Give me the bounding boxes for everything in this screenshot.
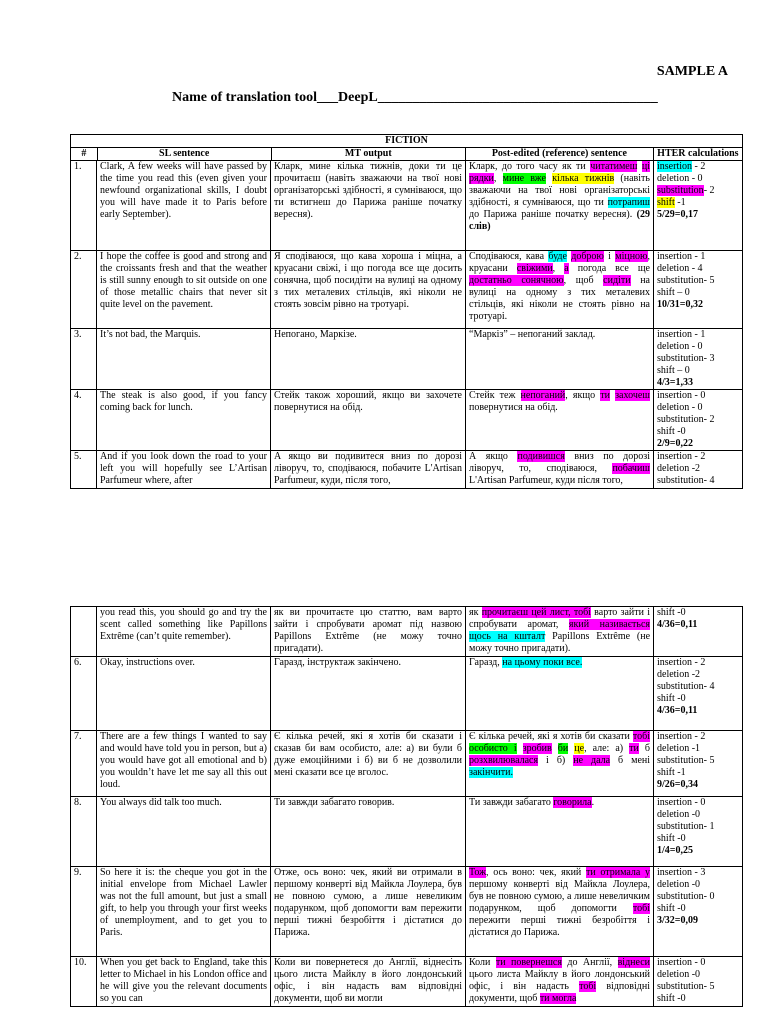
hter-calculation [654,329,743,390]
col-header-hter: HTER calculations [657,148,739,159]
text-segment: , круасани [469,251,651,274]
table-row [71,329,743,390]
text-segment: shift -0 [657,833,686,844]
text-segment: (29 слів) [469,209,650,232]
text-segment: 2/9=0,22 [657,438,693,449]
text-segment: розхвилювалася [469,755,539,766]
hter-line [657,402,739,414]
text-segment: , щоб [563,275,604,286]
text-segment: shift [657,197,675,208]
text-segment: тобі [632,903,650,914]
text-segment: вниз по дорозі ліворуч, то, сподіваюся, [469,451,650,474]
text-segment: deletion - 4 [657,263,703,274]
sl-sentence: When you get back to England, take this letter to Michael in his London office and he will give you the relevant documents so you can [97,957,271,1007]
sl-sentence: Okay, instructions over. [97,657,271,731]
text-segment: insertion - 2 [657,451,706,462]
hter-line [657,377,739,389]
table-row [71,607,743,657]
row-number-continued [71,607,97,657]
post-edited-sentence [466,161,654,251]
row-number: 3. [71,329,97,390]
text-segment: (навіть зважаючи на твої нові організаторські здібності, я сумніваюся, що ти [469,173,650,208]
text-segment: substitution- 4 [657,475,715,486]
text-segment: substitution- 5 [657,981,715,992]
text-segment: непоганий [520,390,566,401]
text-segment: цього листа Майклу в його лондонський офіс, і він надасть [469,969,650,992]
text-segment: відповідні документи, щоб [469,981,650,1004]
col-header-num: # [71,148,98,160]
row-number: 4. [71,390,97,451]
text-segment: сидіти [603,275,631,286]
hter-line [657,821,739,833]
text-segment: зробив [522,743,552,754]
sl-sentence: There are a few things I wanted to say and would have told you in person, but a) you would have got all emotional and b) you wouldn’t have let me say all this out loud. [97,731,271,797]
text-segment: shift – 0 [657,365,690,376]
col-header-pe: Post-edited (reference) sentence [466,148,654,160]
hter-line [657,619,739,631]
table-row [71,867,743,957]
text-segment: deletion -0 [657,879,701,890]
text-segment: і [603,251,616,262]
text-segment: ці рядки [469,161,651,184]
text-segment: Кларк, до того часу як ти [469,161,591,172]
table-row [71,957,743,1007]
table-row [71,251,743,329]
text-segment: А якщо [469,451,518,462]
text-segment: доброю [571,251,604,262]
text-segment: deletion -0 [657,969,701,980]
hter-line [657,833,739,845]
hter-line [657,969,739,981]
text-segment: insertion - 0 [657,797,706,808]
post-edited-sentence [466,797,654,867]
hter-line [657,197,739,209]
text-segment: deletion -1 [657,743,701,754]
text-segment: міцною [615,251,648,262]
text-segment: insertion - 2 [657,657,706,668]
hter-calculation [654,607,743,657]
text-segment: кілька тижнів [552,173,615,184]
mt-output: А якщо ви подивитеся вниз по дорозі ліворуч, то, сподіваюся, побачите L'Artisan Parfumeur, куди, після того, [271,451,466,489]
text-segment: 3/32=0,09 [657,915,698,926]
hter-line [657,915,739,927]
translation-tool-line: Name of translation tool___DeepL________________________________________ [172,90,658,105]
text-segment: не дала [573,755,611,766]
hter-calculation [654,390,743,451]
hter-line [657,475,739,487]
hter-line [657,414,739,426]
text-segment: substitution- 3 [657,353,715,364]
text-segment: на цьому поки все. [502,657,583,668]
sl-sentence: Clark, A few weeks will have passed by the time you read this (even given your newfound organizational skills, I doubt you will have made it to Paris before early September). [97,161,271,251]
hter-calculation [654,957,743,1007]
hter-line [657,981,739,993]
table-row [71,797,743,867]
hter-line [657,438,739,450]
row-number: 5. [71,451,97,489]
text-segment: Ти завжди забагато [469,797,554,808]
mt-output: Отже, ось воно: чек, який ви отримали в першому конверті від Майкла Лоулера, був не повною сумою, а лише невеликим подарунком, щоб допомогти вам пережити перші тижні безробіття і дістатися до Парижа. [271,867,466,957]
text-segment: deletion - 0 [657,173,703,184]
table-caption: FICTION [71,135,742,148]
text-segment: “Маркіз” – непоганий заклад. [469,329,596,340]
text-segment: Гаразд, [469,657,503,668]
hter-line [657,209,739,221]
hter-line [657,993,739,1005]
text-segment: shift -0 [657,693,686,704]
col-header-sl: SL sentence [98,148,272,160]
text-segment: insertion - 0 [657,390,706,401]
mt-output: Я сподіваюся, що кава хороша і міцна, а круасани свіжі, і що погода все ще досить сонячна, щоб посидіти на вулиці на одному з тих металевих стільців, які ніколи не стоять зовсім рівно на тротуарі. [271,251,466,329]
text-segment: , ось воно: чек, який [486,867,586,878]
text-segment: substitution- 5 [657,275,715,286]
row-number: 2. [71,251,97,329]
text-segment: пережити перші тижні безробіття і дістатися до Парижа. [469,915,650,938]
text-segment: deletion - 0 [657,402,703,413]
text-segment: -1 [674,197,686,208]
hter-line [657,903,739,915]
hter-line [657,451,739,463]
text-segment: віднеси [617,957,650,968]
text-segment: , якщо [565,390,601,401]
text-segment [517,743,523,754]
text-segment: ти [629,743,639,754]
hter-line [657,329,739,341]
sl-sentence: It’s not bad, the Marquis. [97,329,271,390]
text-segment: shift -0 [657,993,686,1004]
hter-line [657,657,739,669]
row-number: 8. [71,797,97,867]
sl-sentence: You always did talk too much. [97,797,271,867]
text-segment: shift -0 [657,426,686,437]
hter-line [657,731,739,743]
post-edited-sentence [466,390,654,451]
row-number: 6. [71,657,97,731]
text-segment: Тож [469,867,487,878]
hter-line [657,353,739,365]
text-segment: insertion - 0 [657,957,706,968]
text-segment: це [574,743,585,754]
post-edited-sentence [466,607,654,657]
row-number: 1. [71,161,97,251]
hter-line [657,299,739,311]
hter-line [657,879,739,891]
text-segment: особисто і [469,743,517,754]
text-segment: говорила [553,797,592,808]
text-segment [552,743,558,754]
mt-output: Є кілька речей, які я хотів би сказати і сказав би вам особисто, але: а) ви були б дуже емоційними і б) ви б не дозволили мені сказати все це вголос. [271,731,466,797]
text-segment: insertion [657,161,692,172]
text-segment: , але: а) [584,743,630,754]
hter-line [657,287,739,299]
hter-line [657,755,739,767]
post-edited-sentence [466,731,654,797]
text-segment: закінчити. [469,767,513,778]
hter-calculation [654,657,743,731]
sl-sentence: The steak is also good, if you fancy coming back for lunch. [97,390,271,451]
text-segment: ти отримала у [585,867,650,878]
text-segment: shift -0 [657,607,686,618]
hter-table-part-1 [70,134,743,489]
hter-line [657,891,739,903]
hter-calculation [654,451,743,489]
table-row [71,390,743,451]
mt-output: Стейк також хороший, якщо ви захочете повернутися на обід. [271,390,466,451]
text-segment: substitution- 2 [657,414,715,425]
text-segment: shift – 0 [657,287,690,298]
hter-line [657,797,739,809]
text-segment: побачиш [612,463,650,474]
hter-line [657,463,739,475]
col-header-mt: MT output [272,148,467,160]
text-segment: щось на кшталт [469,631,546,642]
hter-line [657,607,739,619]
text-segment: 4/36=0,11 [657,705,698,716]
hter-line [657,845,739,857]
hter-calculation [654,797,743,867]
text-segment: Сподіваюся, кава [469,251,549,262]
text-segment: Є кілька речей, які я хотів би сказати [469,731,633,742]
text-segment: insertion - 3 [657,867,706,878]
hter-line [657,251,739,263]
text-segment: Коли [469,957,496,968]
text-segment: мине вже [502,173,546,184]
hter-line [657,275,739,287]
text-segment: до Англії, [561,957,618,968]
mt-output: Ти завжди забагато говорив. [271,797,466,867]
hter-line [657,957,739,969]
hter-line [657,161,739,173]
text-segment: substitution- 5 [657,755,715,766]
text-segment: Стейк теж [469,390,521,401]
table-row [71,657,743,731]
text-segment: substitution- 1 [657,821,715,832]
text-segment: і б) [538,755,574,766]
text-segment: - 2 [692,161,706,172]
hter-calculation [654,251,743,329]
text-segment: який називається [568,619,651,630]
row-number: 10. [71,957,97,1007]
text-segment: 5/29=0,17 [657,209,698,220]
text-segment: б мені [610,755,651,766]
text-segment: свіжими [516,263,553,274]
text-segment: подивишся [517,451,565,462]
text-segment: deletion -0 [657,809,701,820]
sl-sentence: you read this, you should go and try the scent called something like Papillons Extrême (can’t quite remember). [97,607,271,657]
sl-sentence: I hope the coffee is good and strong and the croissants fresh and that the weather is still sunny enough to sit outside on one of those metallic chairs that never sit quite level on the pavement. [97,251,271,329]
text-segment: deletion - 0 [657,341,703,352]
hter-line [657,743,739,755]
sample-label: SAMPLE A [656,64,728,79]
hter-calculation [654,867,743,957]
hter-line [657,779,739,791]
table-row [71,451,743,489]
text-segment: читатимеш [590,161,638,172]
table-row [71,731,743,797]
hter-line [657,669,739,681]
row-number: 7. [71,731,97,797]
post-edited-sentence [466,251,654,329]
text-segment: L'Artisan Parfumeur, куди після того, [469,475,623,486]
post-edited-sentence [466,957,654,1007]
hter-line [657,705,739,717]
hter-line [657,767,739,779]
text-segment: а [564,263,569,274]
post-edited-sentence [466,451,654,489]
text-segment: substitution- 4 [657,681,715,692]
text-segment: , [493,173,503,184]
text-segment: 4/3=1,33 [657,377,693,388]
hter-line [657,263,739,275]
text-segment: першому конверті від Майкла Лоулера, був не повною сумою, а лише невеличким подарунком, щоб допомогти [469,879,650,914]
table-row [71,161,743,251]
hter-calculation [654,731,743,797]
text-segment: погода все ще [568,263,650,274]
text-segment: - 2 [703,185,715,196]
text-segment: deletion -2 [657,669,701,680]
hter-line [657,681,739,693]
mt-output: як ви прочитаєте цю статтю, вам варто зайти і спробувати аромат під назвою Papillons Extrême (не можу точно пригадати). [271,607,466,657]
text-segment: тобі [632,731,650,742]
text-segment: буде [548,251,567,262]
mt-output: Коли ви повернетеся до Англії, віднесіть цього листа Майклу в його лондонський офіс, і він надасть вам відповідні документи, щоб ви могли [271,957,466,1007]
post-edited-sentence [466,657,654,731]
text-segment: insertion - 1 [657,329,706,340]
hter-line [657,693,739,705]
hter-line [657,185,739,197]
text-segment: варто зайти і спробувати аромат, [469,607,651,630]
text-segment: shift -1 [657,767,686,778]
sl-sentence: And if you look down the road to your left you will hopefully see L’Artisan Parfumeur where, after [97,451,271,489]
hter-line [657,426,739,438]
mt-output: Кларк, мине кілька тижнів, доки ти це прочитаєш (навіть зважаючи на твої нові організаторські здібності, я сумніваюся, що ти встигнеш до Парижа раніше початку вересня). [271,161,466,251]
text-segment: ти могла [539,993,577,1004]
mt-output: Гаразд, інструктаж закінчено. [271,657,466,731]
hter-calculation [654,161,743,251]
hter-line [657,173,739,185]
hter-line [657,365,739,377]
hter-line [657,867,739,879]
text-segment: ти [600,390,610,401]
text-segment: до Парижа раніше початку вересня). [469,209,637,220]
text-segment: insertion - 2 [657,731,706,742]
text-segment: 10/31=0,32 [657,299,703,310]
hter-table-part-2 [70,606,743,1007]
text-segment: 4/36=0,11 [657,619,698,630]
text-segment: б [638,743,651,754]
text-segment: достатньо сонячною [469,275,564,286]
row-number: 9. [71,867,97,957]
text-segment: , [552,263,565,274]
hter-line [657,809,739,821]
mt-output: Непогано, Маркізе. [271,329,466,390]
text-segment: як [469,607,482,618]
text-segment: повернутися на обід. [469,402,558,413]
text-segment: би [557,743,569,754]
text-segment: захочеш [615,390,650,401]
text-segment: . [591,797,595,808]
hter-line [657,341,739,353]
text-segment: прочитаєш цей лист, тобі [481,607,591,618]
text-segment: Papillons Extrême (не можу точно пригадати). [469,631,651,654]
post-edited-sentence [466,867,654,957]
text-segment: ти повернешся [495,957,562,968]
text-segment: 9/26=0,34 [657,779,698,790]
text-segment: insertion - 1 [657,251,706,262]
text-segment: потрапиш [607,197,650,208]
text-segment: deletion -2 [657,463,701,474]
text-segment: shift -0 [657,903,686,914]
text-segment: тобі [579,981,597,992]
text-segment: substitution [657,185,704,196]
sl-sentence: So here it is: the cheque you got in the initial envelope from Michael Lawler was not the full amount, but just a small gift, to help you through your first weeks of unemployment, and to get you to Paris. [97,867,271,957]
hter-line [657,390,739,402]
post-edited-sentence [466,329,654,390]
text-segment: substitution- 0 [657,891,715,902]
text-segment: 1/4=0,25 [657,845,693,856]
text-segment: на вулиці на одному з тих металевих стільців, які ніколи не стоять рівно на тротуарі. [469,275,650,322]
